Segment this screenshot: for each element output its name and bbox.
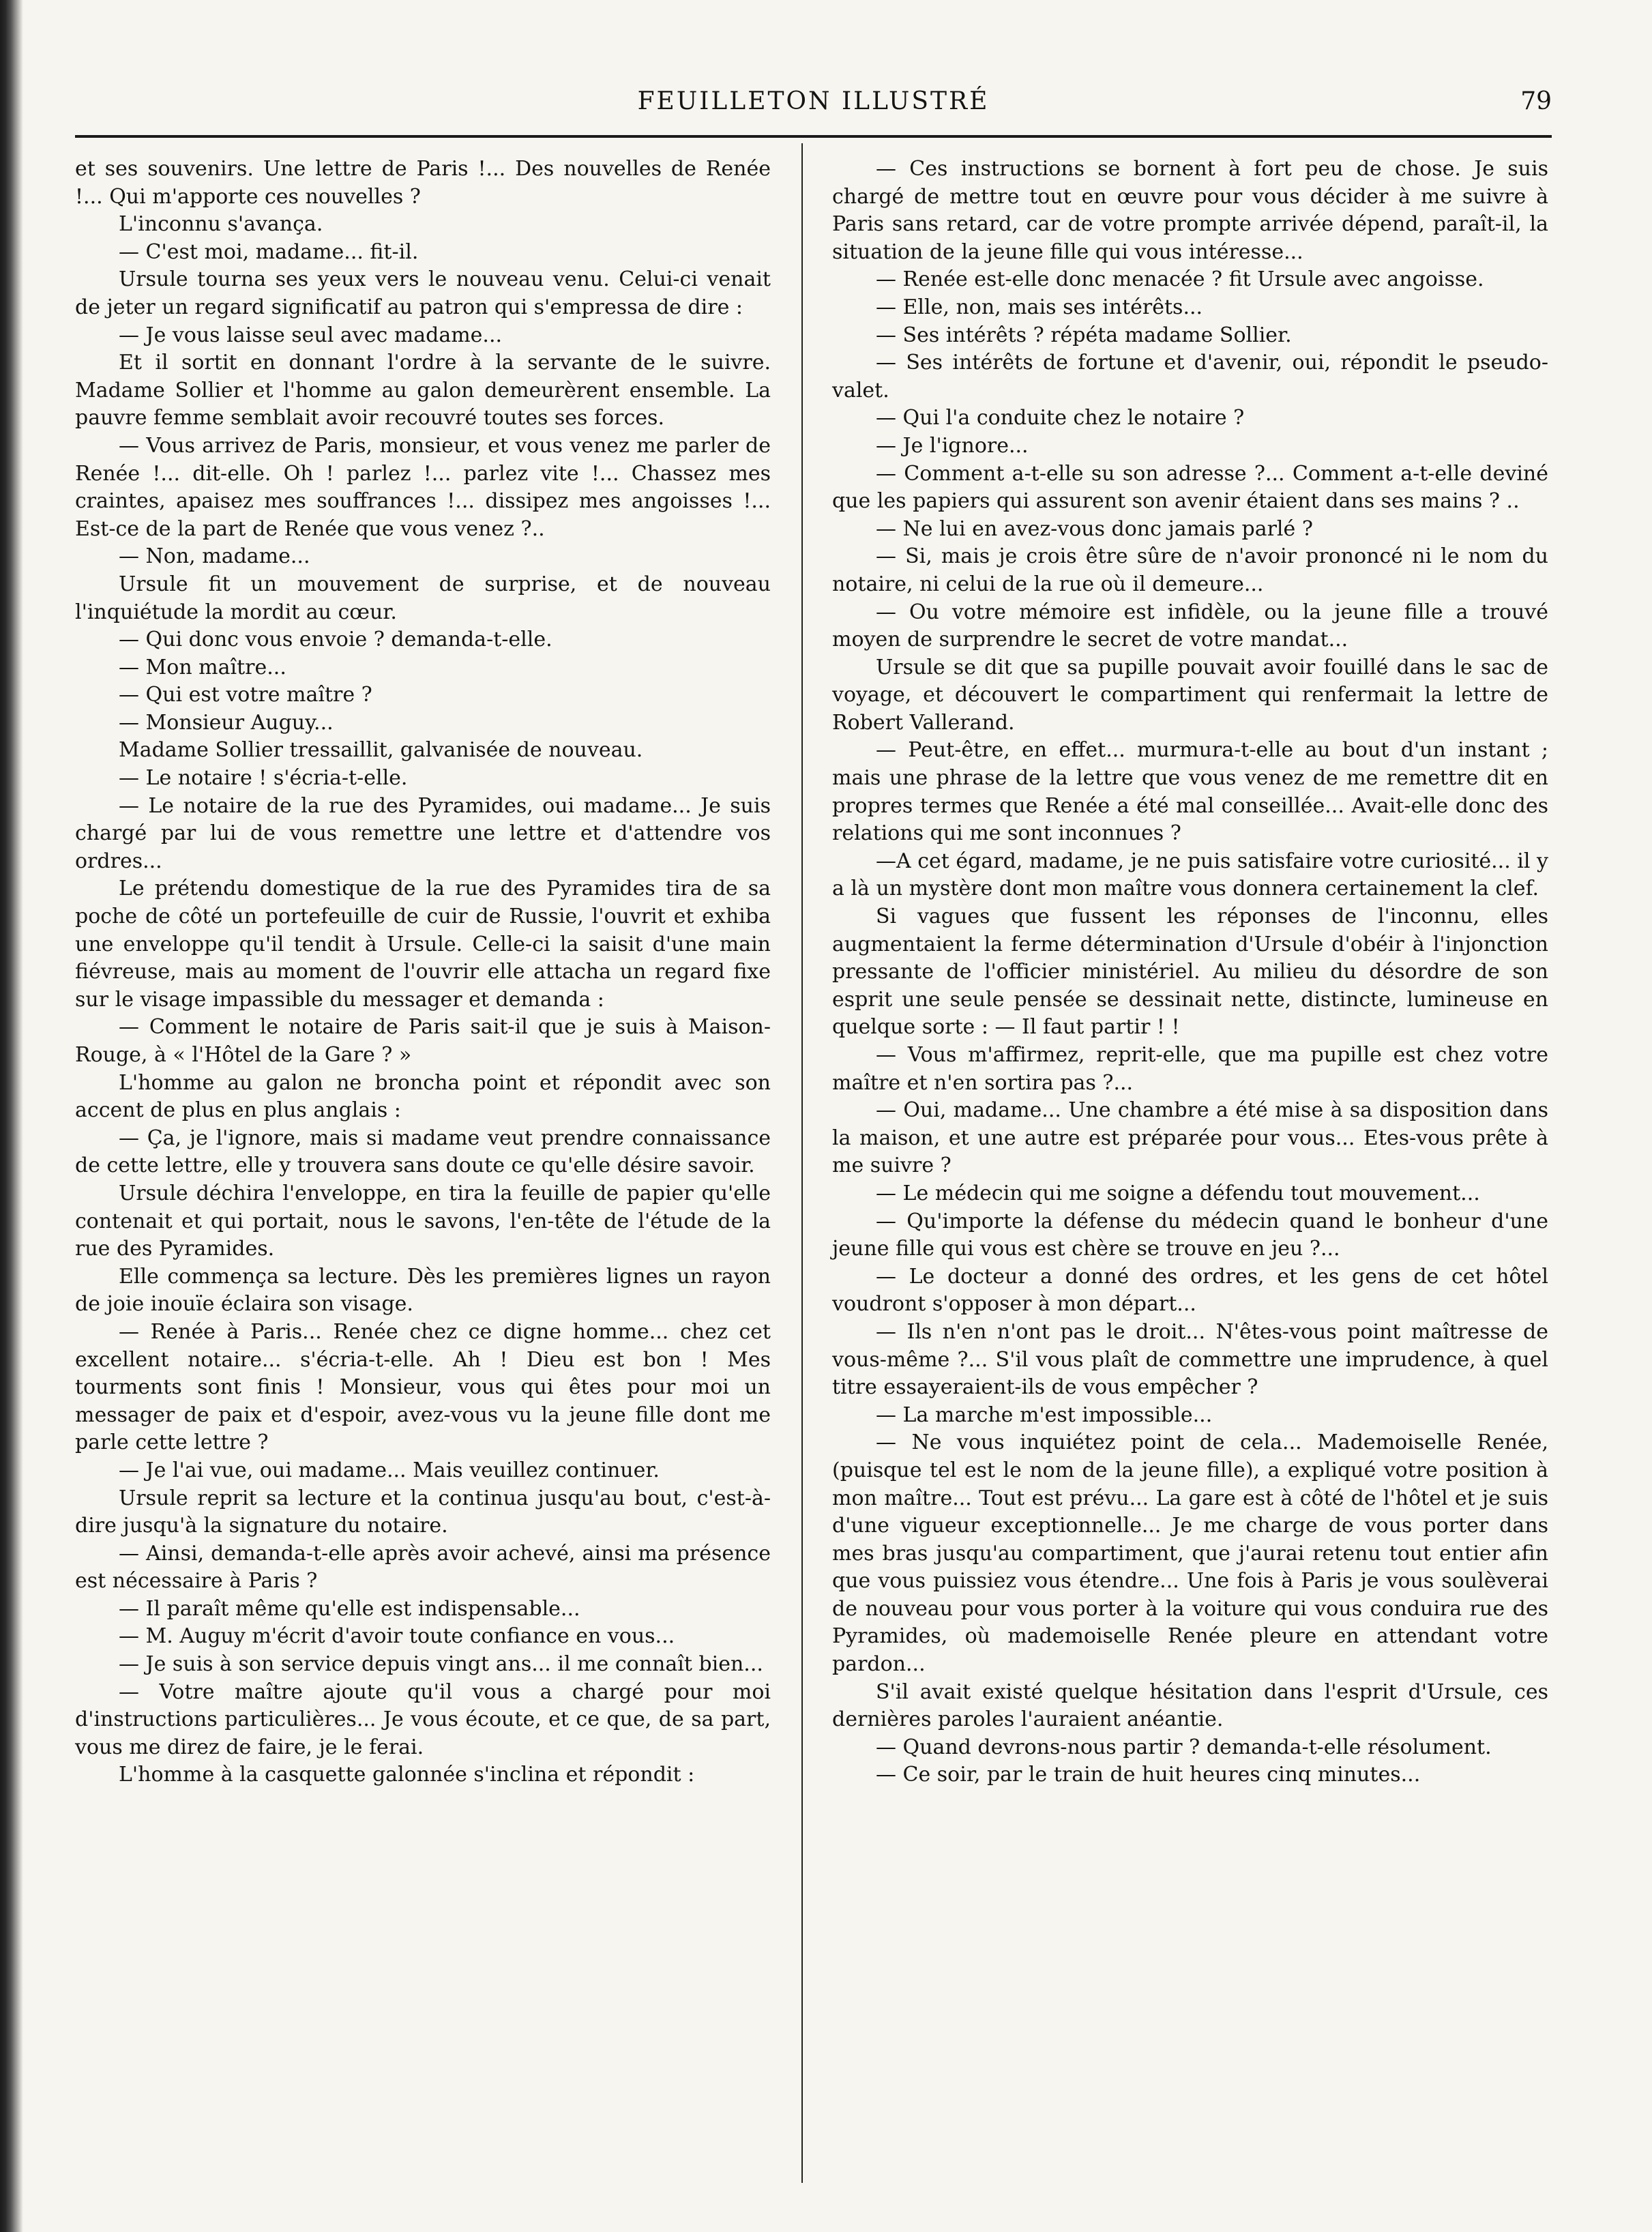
paragraph: — Le notaire ! s'écria-t-elle. <box>119 766 408 791</box>
paragraph: —A cet égard, madame, je ne puis satisfaire votre curiosité... il y a là un mystère dont mon maître vous donnera certainement la clef. <box>832 849 1548 901</box>
paragraph: — Ils n'en n'ont pas le droit... N'êtes-vous point maîtresse de vous-même ?... S'il vous plaît de commettre une imprudence, à quel titre essayeraient-ils de vous empêcher ? <box>832 1319 1548 1400</box>
paragraph: Madame Sollier tressaillit, galvanisée de nouveau. <box>119 738 643 763</box>
paragraph: — Je suis à son service depuis vingt ans... il me connaît bien... <box>119 1652 763 1677</box>
paragraph: — Peut-être, en effet... murmura-t-elle au bout d'un instant ; mais une phrase de la lettre que vous venez de me remettre dit en propres termes que Renée a été mal conseillée... Avait-elle donc des relations qui me sont inconnues ? <box>832 738 1548 846</box>
paragraph: Ursule se dit que sa pupille pouvait avoir fouillé dans le sac de voyage, et découvert le compartiment qui renfermait la lettre de Robert Vallerand. <box>832 655 1548 735</box>
header-rule <box>75 135 1552 138</box>
paragraph: Ursule déchira l'enveloppe, en tira la feuille de papier qu'elle contenait et qui portait, nous le savons, l'en-tête de l'étude de la rue des Pyramides. <box>75 1181 771 1261</box>
paragraph: — Le médecin qui me soigne a défendu tout mouvement... <box>876 1181 1480 1205</box>
paragraph: Si vagues que fussent les réponses de l'inconnu, elles augmentaient la ferme détermination d'Ursule d'obéir à l'injonction pressante de l'officier ministériel. Au milieu du désordre de son esprit une seule pensée se dessinait nette, distincte, lumineuse en quelque sorte : — Il faut partir ! ! <box>832 905 1548 1040</box>
paragraph: Ursule reprit sa lecture et la continua jusqu'au bout, c'est-à-dire jusqu'à la signature du notaire. <box>75 1486 771 1538</box>
paragraph: — Le notaire de la rue des Pyramides, oui madame... Je suis chargé par lui de vous remettre une lettre et d'attendre vos ordres... <box>75 793 771 873</box>
column-divider <box>801 143 803 2183</box>
paragraph: — Je l'ignore... <box>876 433 1029 458</box>
paragraph: — Vous m'affirmez, reprit-elle, que ma pupille est chez votre maître et n'en sortira pas ?... <box>832 1043 1548 1095</box>
running-title: FEUILLETON ILLUSTRÉ <box>637 87 990 115</box>
paragraph: — Ne vous inquiétez point de cela... Mademoiselle Renée, (puisque tel est le nom de la jeune fille), a expliqué votre position à mon maître... Tout est prévu... La gare est à côté de l'hôtel et je suis d'une vigueur exceptionnelle... Je me charge de vous porter dans mes bras jusqu'au compartiment, que j'aurai retenu tout entier afin que vous puissiez vous étendre... Une fois à Paris je vous soulèverai de nouveau pour vous porter à la voiture qui vous conduira rue des Pyramides, où mademoiselle Renée pleure en attendant votre pardon... <box>832 1430 1548 1677</box>
paragraph: — Renée est-elle donc menacée ? fit Ursule avec angoisse. <box>876 267 1484 292</box>
paragraph: — Ses intérêts de fortune et d'avenir, oui, répondit le pseudo-valet. <box>832 351 1548 402</box>
paragraph: — Qu'importe la défense du médecin quand le bonheur d'une jeune fille qui vous est chère se trouve en jeu ?... <box>832 1209 1548 1261</box>
paragraph: — Quand devrons-nous partir ? demanda-t-elle résolument. <box>876 1735 1492 1759</box>
paragraph: — Il paraît même qu'elle est indispensable... <box>119 1596 580 1621</box>
page-number: 79 <box>1520 87 1552 115</box>
paragraph: Ursule tourna ses yeux vers le nouveau venu. Celui-ci venait de jeter un regard significatif au patron qui s'empressa de dire : <box>75 267 771 319</box>
paragraph: — Elle, non, mais ses intérêts... <box>876 295 1203 319</box>
paragraph: — Qui est votre maître ? <box>119 683 372 707</box>
paragraph: et ses souvenirs. Une lettre de Paris !... Des nouvelles de Renée !... Qui m'apporte ces nouvelles ? <box>75 157 771 209</box>
paragraph: — La marche m'est impossible... <box>876 1403 1213 1427</box>
paragraph: — Oui, madame... Une chambre a été mise à sa disposition dans la maison, et une autre est préparée pour vous... Etes-vous prête à me suivre ? <box>832 1098 1548 1178</box>
paragraph: — Renée à Paris... Renée chez ce digne homme... chez cet excellent notaire... s'écria-t-elle. Ah ! Dieu est bon ! Mes tourments sont finis ! Monsieur, vous qui êtes pour moi un messager de paix et d'espoir, avez-vous vu la jeune fille dont me parle cette lettre ? <box>75 1319 771 1455</box>
paragraph: L'homme au galon ne broncha point et répondit avec son accent de plus en plus anglais : <box>75 1070 771 1123</box>
paragraph: — Non, madame... <box>119 544 310 569</box>
paragraph: Et il sortit en donnant l'ordre à la servante de le suivre. Madame Sollier et l'homme au galon demeurèrent ensemble. La pauvre femme semblait avoir recouvré toutes ses forces. <box>75 351 771 430</box>
scan-binding-edge <box>0 0 23 2232</box>
paragraph: L'inconnu s'avança. <box>119 212 323 237</box>
paragraph: — C'est moi, madame... fit-il. <box>119 239 419 264</box>
page-header <box>75 87 1552 128</box>
paragraph: Elle commença sa lecture. Dès les premières lignes un rayon de joie inouïe éclaira son visage. <box>75 1264 771 1317</box>
paragraph: Le prétendu domestique de la rue des Pyramides tira de sa poche de côté un portefeuille de cuir de Russie, l'ouvrit et exhiba une enveloppe qu'il tendit à Ursule. Celle-ci la saisit d'une main fiévreuse, mais au moment de l'ouvrir elle attacha un regard fixe sur le visage impassible du messager et demanda : <box>75 877 771 1012</box>
paragraph: — Ou votre mémoire est infidèle, ou la jeune fille a trouvé moyen de surprendre le secret de votre mandat... <box>832 600 1548 652</box>
paragraph: — Qui l'a conduite chez le notaire ? <box>876 406 1245 430</box>
paragraph: — Mon maître... <box>119 655 286 679</box>
paragraph: S'il avait existé quelque hésitation dans l'esprit d'Ursule, ces dernières paroles l'auraient anéantie. <box>832 1679 1548 1732</box>
text-column-left <box>75 156 771 1789</box>
paragraph: — Votre maître ajoute qu'il vous a chargé pour moi d'instructions particulières... Je vous écoute, et ce que, de sa part, vous me direz de faire, je le ferai. <box>75 1679 771 1759</box>
paragraph: — Ses intérêts ? répéta madame Sollier. <box>876 323 1292 347</box>
paragraph: — Ces instructions se bornent à fort peu de chose. Je suis chargé de mettre tout en œuvre pour vous décider à me suivre à Paris sans retard, car de votre prompte arrivée dépend, paraît-il, la situation de la jeune fille qui vous intéresse... <box>832 157 1548 264</box>
paragraph: — Si, mais je crois être sûre de n'avoir prononcé ni le nom du notaire, ni celui de la rue où il demeure... <box>832 544 1548 596</box>
paragraph: — Qui donc vous envoie ? demanda-t-elle. <box>119 628 552 652</box>
paragraph: Ursule fit un mouvement de surprise, et de nouveau l'inquiétude la mordit au cœur. <box>75 572 771 624</box>
paragraph: — Vous arrivez de Paris, monsieur, et vous venez me parler de Renée !... dit-elle. Oh ! parlez !... parlez vite !... Chassez mes craintes, apaisez mes souffrances !... dissipez mes angoisses !... Est-ce de la part de Renée que vous venez ?.. <box>75 433 771 541</box>
paragraph: — Ainsi, demanda-t-elle après avoir achevé, ainsi ma présence est nécessaire à Paris ? <box>75 1541 771 1594</box>
paragraph: — Le docteur a donné des ordres, et les gens de cet hôtel voudront s'opposer à mon départ... <box>832 1264 1548 1317</box>
paragraph: — Comment a-t-elle su son adresse ?... Comment a-t-elle deviné que les papiers qui assurent son avenir étaient dans ses mains ? .. <box>832 461 1548 514</box>
paragraph: — Je vous laisse seul avec madame... <box>119 323 503 347</box>
paragraph: — Je l'ai vue, oui madame... Mais veuillez continuer. <box>119 1458 660 1482</box>
paragraph: L'homme à la casquette galonnée s'inclina et répondit : <box>119 1763 695 1787</box>
paragraph: — Monsieur Auguy... <box>119 710 334 735</box>
paragraph: — M. Auguy m'écrit d'avoir toute confiance en vous... <box>119 1624 675 1649</box>
paragraph: — Ce soir, par le train de huit heures cinq minutes... <box>876 1763 1421 1787</box>
paragraph: — Comment le notaire de Paris sait-il que je suis à Maison-Rouge, à « l'Hôtel de la Gare ? » <box>75 1015 771 1067</box>
paragraph: — Ça, je l'ignore, mais si madame veut prendre connaissance de cette lettre, elle y trouvera sans doute ce qu'elle désire savoir. <box>75 1126 771 1178</box>
paragraph: — Ne lui en avez-vous donc jamais parlé ? <box>876 516 1313 541</box>
text-column-right <box>832 156 1548 1789</box>
newspaper-page <box>75 75 1552 2203</box>
